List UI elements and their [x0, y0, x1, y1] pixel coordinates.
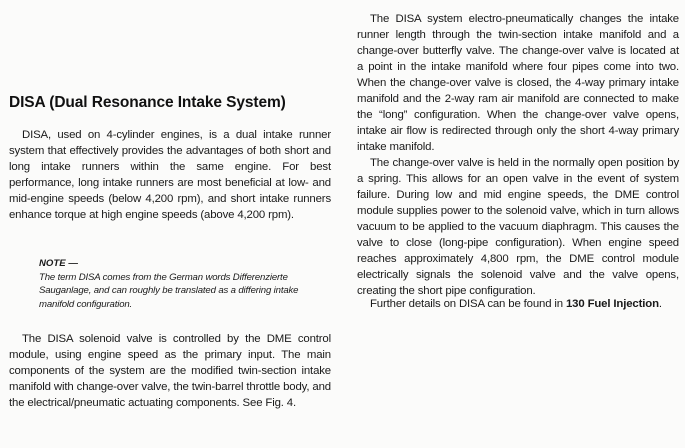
intro-paragraph: DISA, used on 4-cylinder engines, is a dual intake runner system that effectively provides the advantages of both short and long intake runners within the same engine. For best performance, long intake runners are most beneficial at low- and mid-engine speeds (below 4,200 rpm), and short intake runners enhance torque at high engine speeds (above 4,200 rpm).	[9, 129, 331, 222]
system-paragraph: The DISA system electro-pneumatically changes the intake runner length through the twin-section intake manifold and a change-over butterfly valve. The change-over valve is located at a point in the intake manifold where four pipes come into two. When the change-over valve is closed, the 4-way primary intake manifold and the 2-way ram air manifold are connected to make the “long” configuration. When the change-over valve opens, intake air flow is redirected through only the short 4-way primary intake manifold.	[357, 13, 679, 153]
valve-paragraph: The change-over valve is held in the normally open position by a spring. This allows for an open valve in the event of system failure. During low and mid engine speeds, the DME control module supplies power to the solenoid valve, which in turn allows vacuum to be applied to the vacuum diaphragm. This causes the valve to close (long-pipe configuration). When engine speed reaches approximately 4,800 rpm, the DME control module electrically signals the solenoid valve and the valve opens, creating the short pipe configuration.	[357, 157, 679, 297]
section-heading: DISA (Dual Resonance Intake System)	[9, 94, 286, 111]
note-body: The term DISA comes from the German words Differenzierte Sauganlage, and can roughly be translated as a differing intake manifold configuration.	[39, 272, 299, 310]
chapter-reference: 130 Fuel Injection	[566, 298, 659, 310]
further-details	[357, 296, 685, 312]
solenoid-paragraph: The DISA solenoid valve is controlled by the DME control module, using engine speed as the primary input. The main components of the system are the modified twin-section intake manifold with change-over valve, the twin-barrel throttle body, and the electrical/pneumatic actuating components. See Fig. 4.	[9, 333, 331, 410]
further-details-prefix: Further details on DISA can be found in	[370, 298, 566, 310]
further-details-suffix: .	[658, 298, 662, 310]
note-title: NOTE —	[39, 258, 78, 269]
